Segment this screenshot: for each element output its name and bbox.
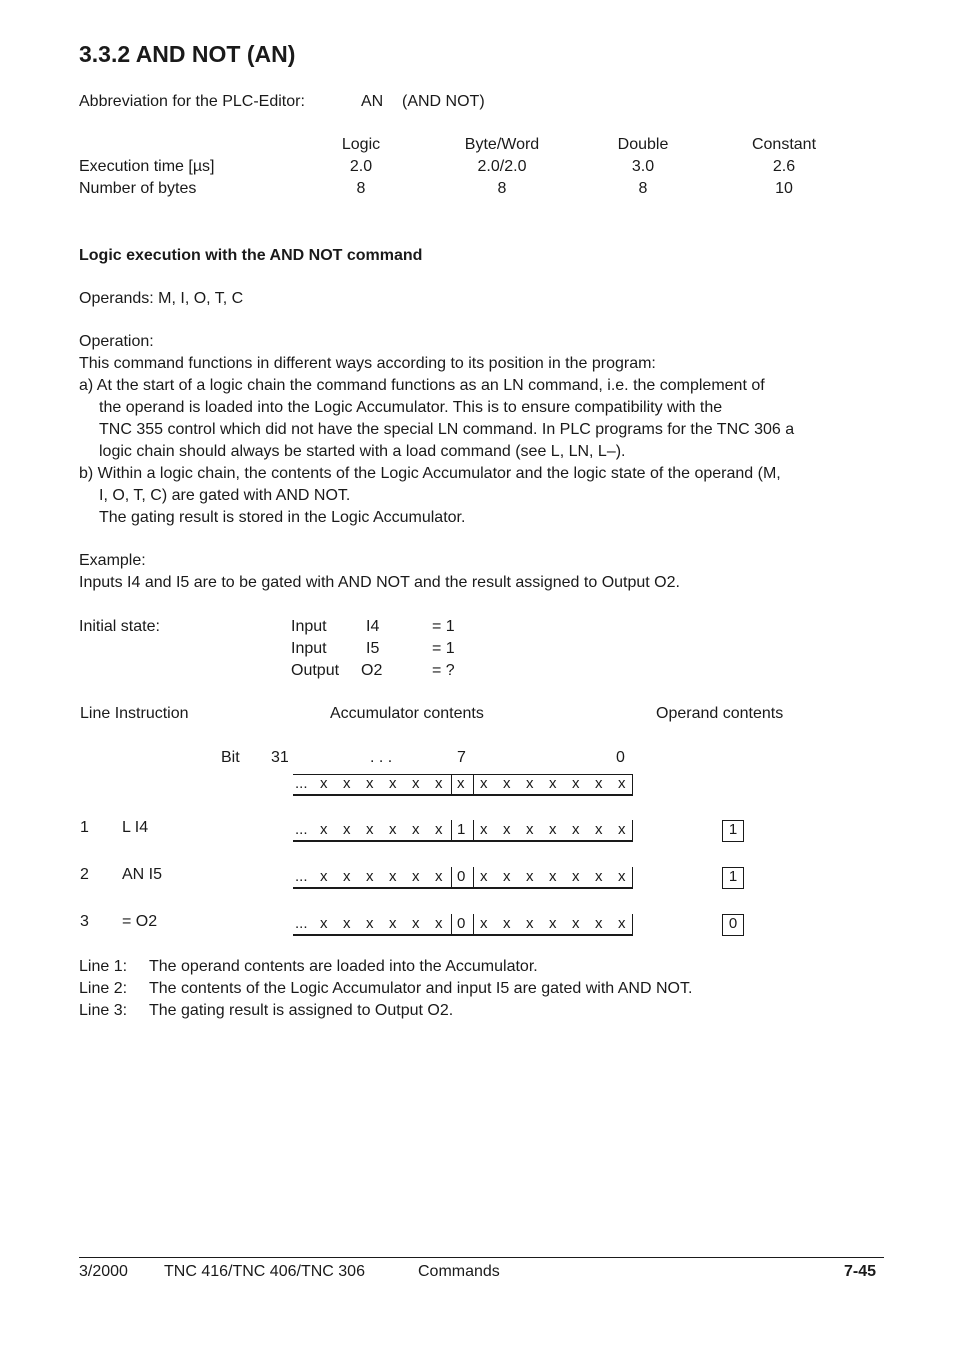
abbrev-label: Abbreviation for the PLC-Editor:	[79, 93, 305, 110]
register-bit: x	[366, 915, 374, 932]
row-label-exec-time: Execution time [µs]	[79, 158, 215, 175]
table-cell: 2.0/2.0	[477, 158, 527, 175]
register-bit: x	[618, 915, 626, 932]
state-kind: Input	[291, 640, 327, 657]
example-label: Example:	[79, 552, 146, 569]
table-cell: 8	[497, 180, 507, 197]
note-text: The contents of the Logic Accumulator and input I5 are gated with AND NOT.	[149, 980, 693, 997]
state-value: = 1	[432, 618, 455, 635]
register-bit: x	[503, 915, 511, 932]
register-bit: x	[526, 915, 534, 932]
register-ellipsis: ...	[295, 775, 308, 792]
register-bit: x	[343, 775, 351, 792]
register-bit: x	[412, 821, 420, 838]
operand-box: 0	[722, 914, 744, 936]
footer-date: 3/2000	[79, 1263, 128, 1280]
bit-7-divider	[451, 867, 452, 889]
operation-a-line: logic chain should always be started with a load command (see L, LN, L–).	[99, 443, 626, 460]
register-bit: x	[389, 775, 397, 792]
table-cell: 8	[638, 180, 648, 197]
note-label: Line 1:	[79, 958, 128, 975]
bit-7-divider	[451, 820, 452, 842]
note-label: Line 3:	[79, 1002, 128, 1019]
row-label-bytes: Number of bytes	[79, 180, 197, 197]
register-bit-7: 0	[457, 915, 466, 932]
bit-7-divider	[473, 914, 474, 936]
operand-box: 1	[722, 820, 744, 842]
abbrev-code: AN	[361, 93, 384, 110]
register-bit: x	[366, 868, 374, 885]
register-bit: x	[503, 821, 511, 838]
register-ellipsis: ...	[295, 868, 308, 885]
register-bit: x	[435, 915, 443, 932]
bit-7-divider	[473, 774, 474, 796]
line-instruction: L I4	[122, 819, 149, 836]
register-bit: x	[480, 821, 488, 838]
register-bit: x	[343, 915, 351, 932]
state-value: = 1	[432, 640, 455, 657]
register-bit: x	[526, 775, 534, 792]
register-bit: x	[389, 821, 397, 838]
register-bit: x	[572, 821, 580, 838]
accumulator-row-line-2	[293, 867, 633, 889]
register-bit: x	[480, 775, 488, 792]
table-cell: 2.6	[772, 158, 796, 175]
register-bit: x	[549, 868, 557, 885]
register-bit: x	[343, 868, 351, 885]
register-bit: x	[572, 915, 580, 932]
register-bit: x	[435, 868, 443, 885]
footer-models: TNC 416/TNC 406/TNC 306	[164, 1263, 365, 1280]
register-bit: x	[526, 821, 534, 838]
section-subheading: Logic execution with the AND NOT command	[79, 247, 423, 264]
footer-page-number: 7-45	[844, 1263, 877, 1280]
register-right-border	[632, 820, 633, 842]
bit-7-divider	[473, 820, 474, 842]
operation-a-line: TNC 355 control which did not have the special LN command. In PLC programs for the TNC 306 a	[99, 421, 795, 438]
register-right-border	[632, 914, 633, 936]
register-bit: x	[412, 775, 420, 792]
initial-state-label: Initial state:	[79, 618, 160, 635]
col-header-byteword: Byte/Word	[464, 136, 540, 153]
bit-label: Bit	[221, 749, 240, 766]
register-bit: x	[435, 821, 443, 838]
register-bit: x	[320, 821, 328, 838]
register-bit: x	[343, 821, 351, 838]
register-bit: x	[595, 915, 603, 932]
operation-b-line: b) Within a logic chain, the contents of the Logic Accumulator and the logic state of the operand (M,	[79, 465, 781, 482]
register-bit: x	[503, 868, 511, 885]
state-name: I4	[366, 618, 380, 635]
note-text: The gating result is assigned to Output O2.	[149, 1002, 454, 1019]
bit-7-divider	[473, 867, 474, 889]
diagram-header-operand: Operand contents	[656, 705, 784, 722]
note-label: Line 2:	[79, 980, 128, 997]
bit-dots: . . .	[370, 749, 393, 766]
table-cell: 10	[775, 180, 793, 197]
accumulator-initial-row	[293, 774, 633, 796]
page-title: 3.3.2 AND NOT (AN)	[79, 41, 296, 67]
abbrev-name: (AND NOT)	[402, 93, 485, 110]
register-bit: x	[480, 868, 488, 885]
register-ellipsis: ...	[295, 915, 308, 932]
register-bit: x	[549, 775, 557, 792]
register-bit: x	[320, 915, 328, 932]
register-bit: x	[572, 775, 580, 792]
operands-text: Operands: M, I, O, T, C	[79, 290, 244, 307]
register-bit: x	[366, 821, 374, 838]
line-number: 2	[80, 866, 89, 883]
line-instruction: = O2	[122, 913, 158, 930]
bit-7-divider	[451, 914, 452, 936]
register-bit: x	[366, 775, 374, 792]
register-bit: x	[480, 915, 488, 932]
register-bit: x	[320, 775, 328, 792]
register-bit: x	[549, 915, 557, 932]
col-header-logic: Logic	[341, 136, 381, 153]
note-text: The operand contents are loaded into the Accumulator.	[149, 958, 538, 975]
register-bit: x	[503, 775, 511, 792]
footer-rule	[79, 1257, 884, 1258]
register-bit: x	[549, 821, 557, 838]
state-name: O2	[361, 662, 383, 679]
col-header-double: Double	[617, 136, 669, 153]
register-bit: x	[595, 868, 603, 885]
operation-label: Operation:	[79, 333, 154, 350]
operation-a-line: a) At the start of a logic chain the command functions as an LN command, i.e. the complement of	[79, 377, 765, 394]
operand-box: 1	[722, 867, 744, 889]
register-bit: x	[618, 775, 626, 792]
register-bit-7: 1	[457, 821, 466, 838]
register-bit: x	[595, 775, 603, 792]
diagram-header-accumulator: Accumulator contents	[330, 705, 484, 722]
register-bit: x	[320, 868, 328, 885]
register-bit: x	[526, 868, 534, 885]
state-kind: Output	[291, 662, 340, 679]
register-right-border	[632, 867, 633, 889]
accumulator-row-line-1	[293, 820, 633, 842]
register-bit: x	[618, 868, 626, 885]
bit-7-divider	[451, 774, 452, 796]
line-instruction: AN I5	[122, 866, 163, 883]
operation-a-line: the operand is loaded into the Logic Accumulator. This is to ensure compatibility with the	[99, 399, 723, 416]
line-number: 1	[80, 819, 89, 836]
bit-0-label: 0	[616, 749, 625, 766]
operation-b-line: I, O, T, C) are gated with AND NOT.	[99, 487, 351, 504]
table-cell: 3.0	[631, 158, 655, 175]
diagram-header-line-instruction: Line Instruction	[80, 705, 189, 722]
state-value: = ?	[432, 662, 455, 679]
register-bit: x	[412, 915, 420, 932]
register-bit-7: 0	[457, 868, 466, 885]
table-cell: 8	[356, 180, 366, 197]
register-bit: x	[595, 821, 603, 838]
state-kind: Input	[291, 618, 327, 635]
register-bit: x	[389, 868, 397, 885]
register-bit: x	[412, 868, 420, 885]
operation-intro: This command functions in different ways according to its position in the program:	[79, 355, 656, 372]
register-bit: x	[572, 868, 580, 885]
accumulator-row-line-3	[293, 914, 633, 936]
footer-section: Commands	[418, 1263, 500, 1280]
bit-7-label: 7	[457, 749, 466, 766]
table-cell: 2.0	[349, 158, 373, 175]
register-bit-7: x	[457, 775, 465, 792]
line-number: 3	[80, 913, 89, 930]
register-right-border	[632, 774, 633, 796]
register-ellipsis: ...	[295, 821, 308, 838]
register-bit: x	[435, 775, 443, 792]
bit-31-label: 31	[271, 749, 289, 766]
example-text: Inputs I4 and I5 are to be gated with AND NOT and the result assigned to Output O2.	[79, 574, 680, 591]
state-name: I5	[366, 640, 380, 657]
operation-b-line: The gating result is stored in the Logic Accumulator.	[99, 509, 466, 526]
col-header-constant: Constant	[751, 136, 817, 153]
register-bit: x	[618, 821, 626, 838]
register-bit: x	[389, 915, 397, 932]
